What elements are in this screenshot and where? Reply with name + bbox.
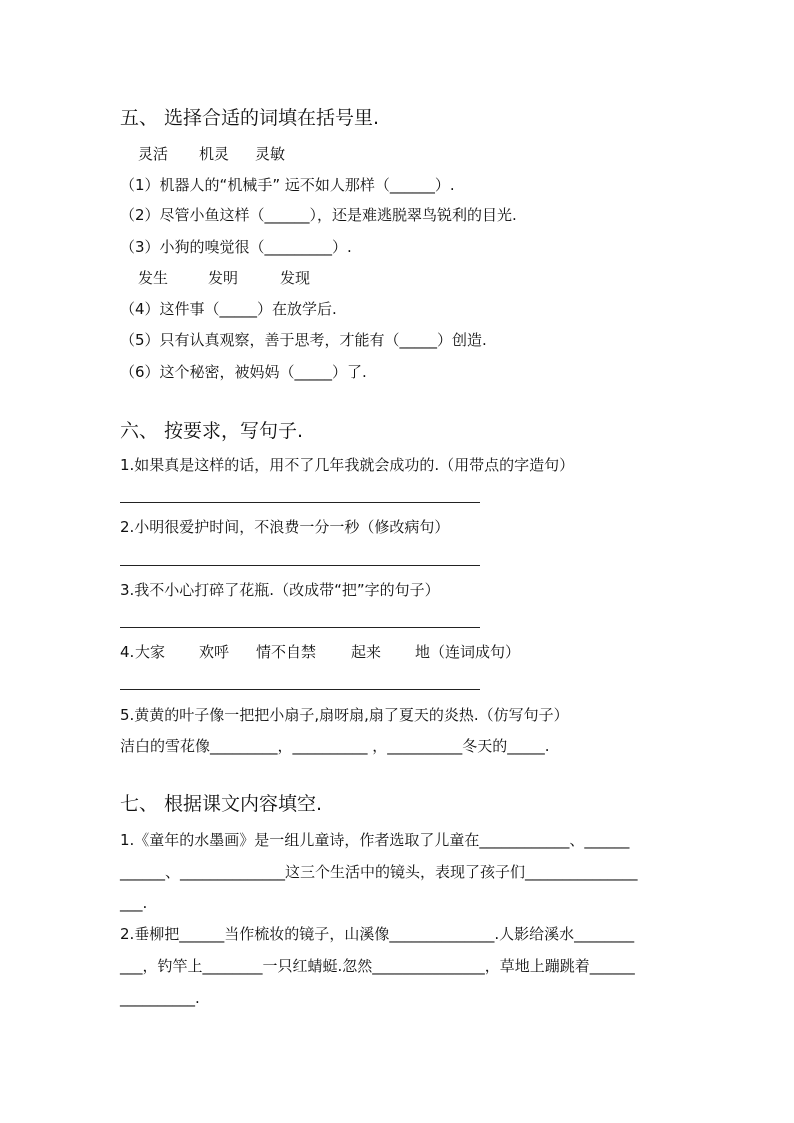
word-option: 欢呼 <box>199 643 230 661</box>
question-6-3: 3.我不小心打碎了花瓶.（改成带“把”字的句子） <box>120 581 440 599</box>
question-5-6: （6）这个秘密，被妈妈（_____）了. <box>120 363 367 381</box>
question-7-1-line2[interactable]: ______、______________这三个生活中的镜头，表现了孩子们_______________ <box>120 863 638 881</box>
question-7-1-line3[interactable]: ___. <box>120 894 148 912</box>
word-option: 发现 <box>280 269 311 287</box>
section5-heading: 五、 选择合适的词填在括号里. <box>120 107 380 129</box>
question-7-2-line3[interactable]: __________. <box>120 989 200 1007</box>
question-5-2: （2）尽管小鱼这样（______），还是难逃脱翠鸟锐利的目光. <box>120 206 517 224</box>
question-6-2: 2.小明很爱护时间，不浪费一分一秒（修改病句） <box>120 518 450 536</box>
answer-line[interactable] <box>120 565 480 566</box>
word-option: 发明 <box>208 269 239 287</box>
section7-heading: 七、 根据课文内容填空. <box>120 793 323 815</box>
answer-line[interactable] <box>120 502 480 503</box>
question-5-5: （5）只有认真观察，善于思考，才能有（_____）创造. <box>120 331 487 349</box>
question-7-2-line2[interactable]: ___，钓竿上________一只红蜻蜓.忽然_______________，草地上蹦跳着______ <box>120 957 635 975</box>
question-7-2-line1[interactable]: 2.垂柳把______当作梳妆的镜子，山溪像______________.人影给溪水________ <box>120 925 635 943</box>
question-5-3: （3）小狗的嗅觉很（_________）. <box>120 238 352 256</box>
word-option: 情不自禁 <box>256 643 317 661</box>
word-option: 大家 <box>135 643 166 661</box>
question-6-5-fill[interactable]: 洁白的雪花像_________，__________ ，__________冬天的_____. <box>120 737 550 755</box>
word-option: 起来 <box>351 643 382 661</box>
answer-line[interactable] <box>120 627 480 628</box>
answer-line[interactable] <box>120 689 480 690</box>
question-6-5: 5.黄黄的叶子像一把把小扇子,扇呀扇,扇了夏天的炎热.（仿写句子） <box>120 706 569 724</box>
word-option: 发生 <box>138 269 169 287</box>
word-option: 灵敏 <box>255 145 286 163</box>
question-7-1-line1[interactable]: 1.《童年的水墨画》是一组儿童诗，作者选取了儿童在____________、______ <box>120 831 630 849</box>
word-option: 灵活 <box>138 145 169 163</box>
word-option: 地（连词成句） <box>415 643 521 661</box>
question-5-1: （1）机器人的“机械手” 远不如人那样（______）. <box>120 176 455 194</box>
question-6-1: 1.如果真是这样的话，用不了几年我就会成功的.（用带点的字造句） <box>120 456 575 474</box>
section6-heading: 六、 按要求，写句子. <box>120 420 304 442</box>
question-number: 4. <box>120 643 135 661</box>
question-5-4: （4）这件事（_____）在放学后. <box>120 300 337 318</box>
word-option: 机灵 <box>199 145 230 163</box>
